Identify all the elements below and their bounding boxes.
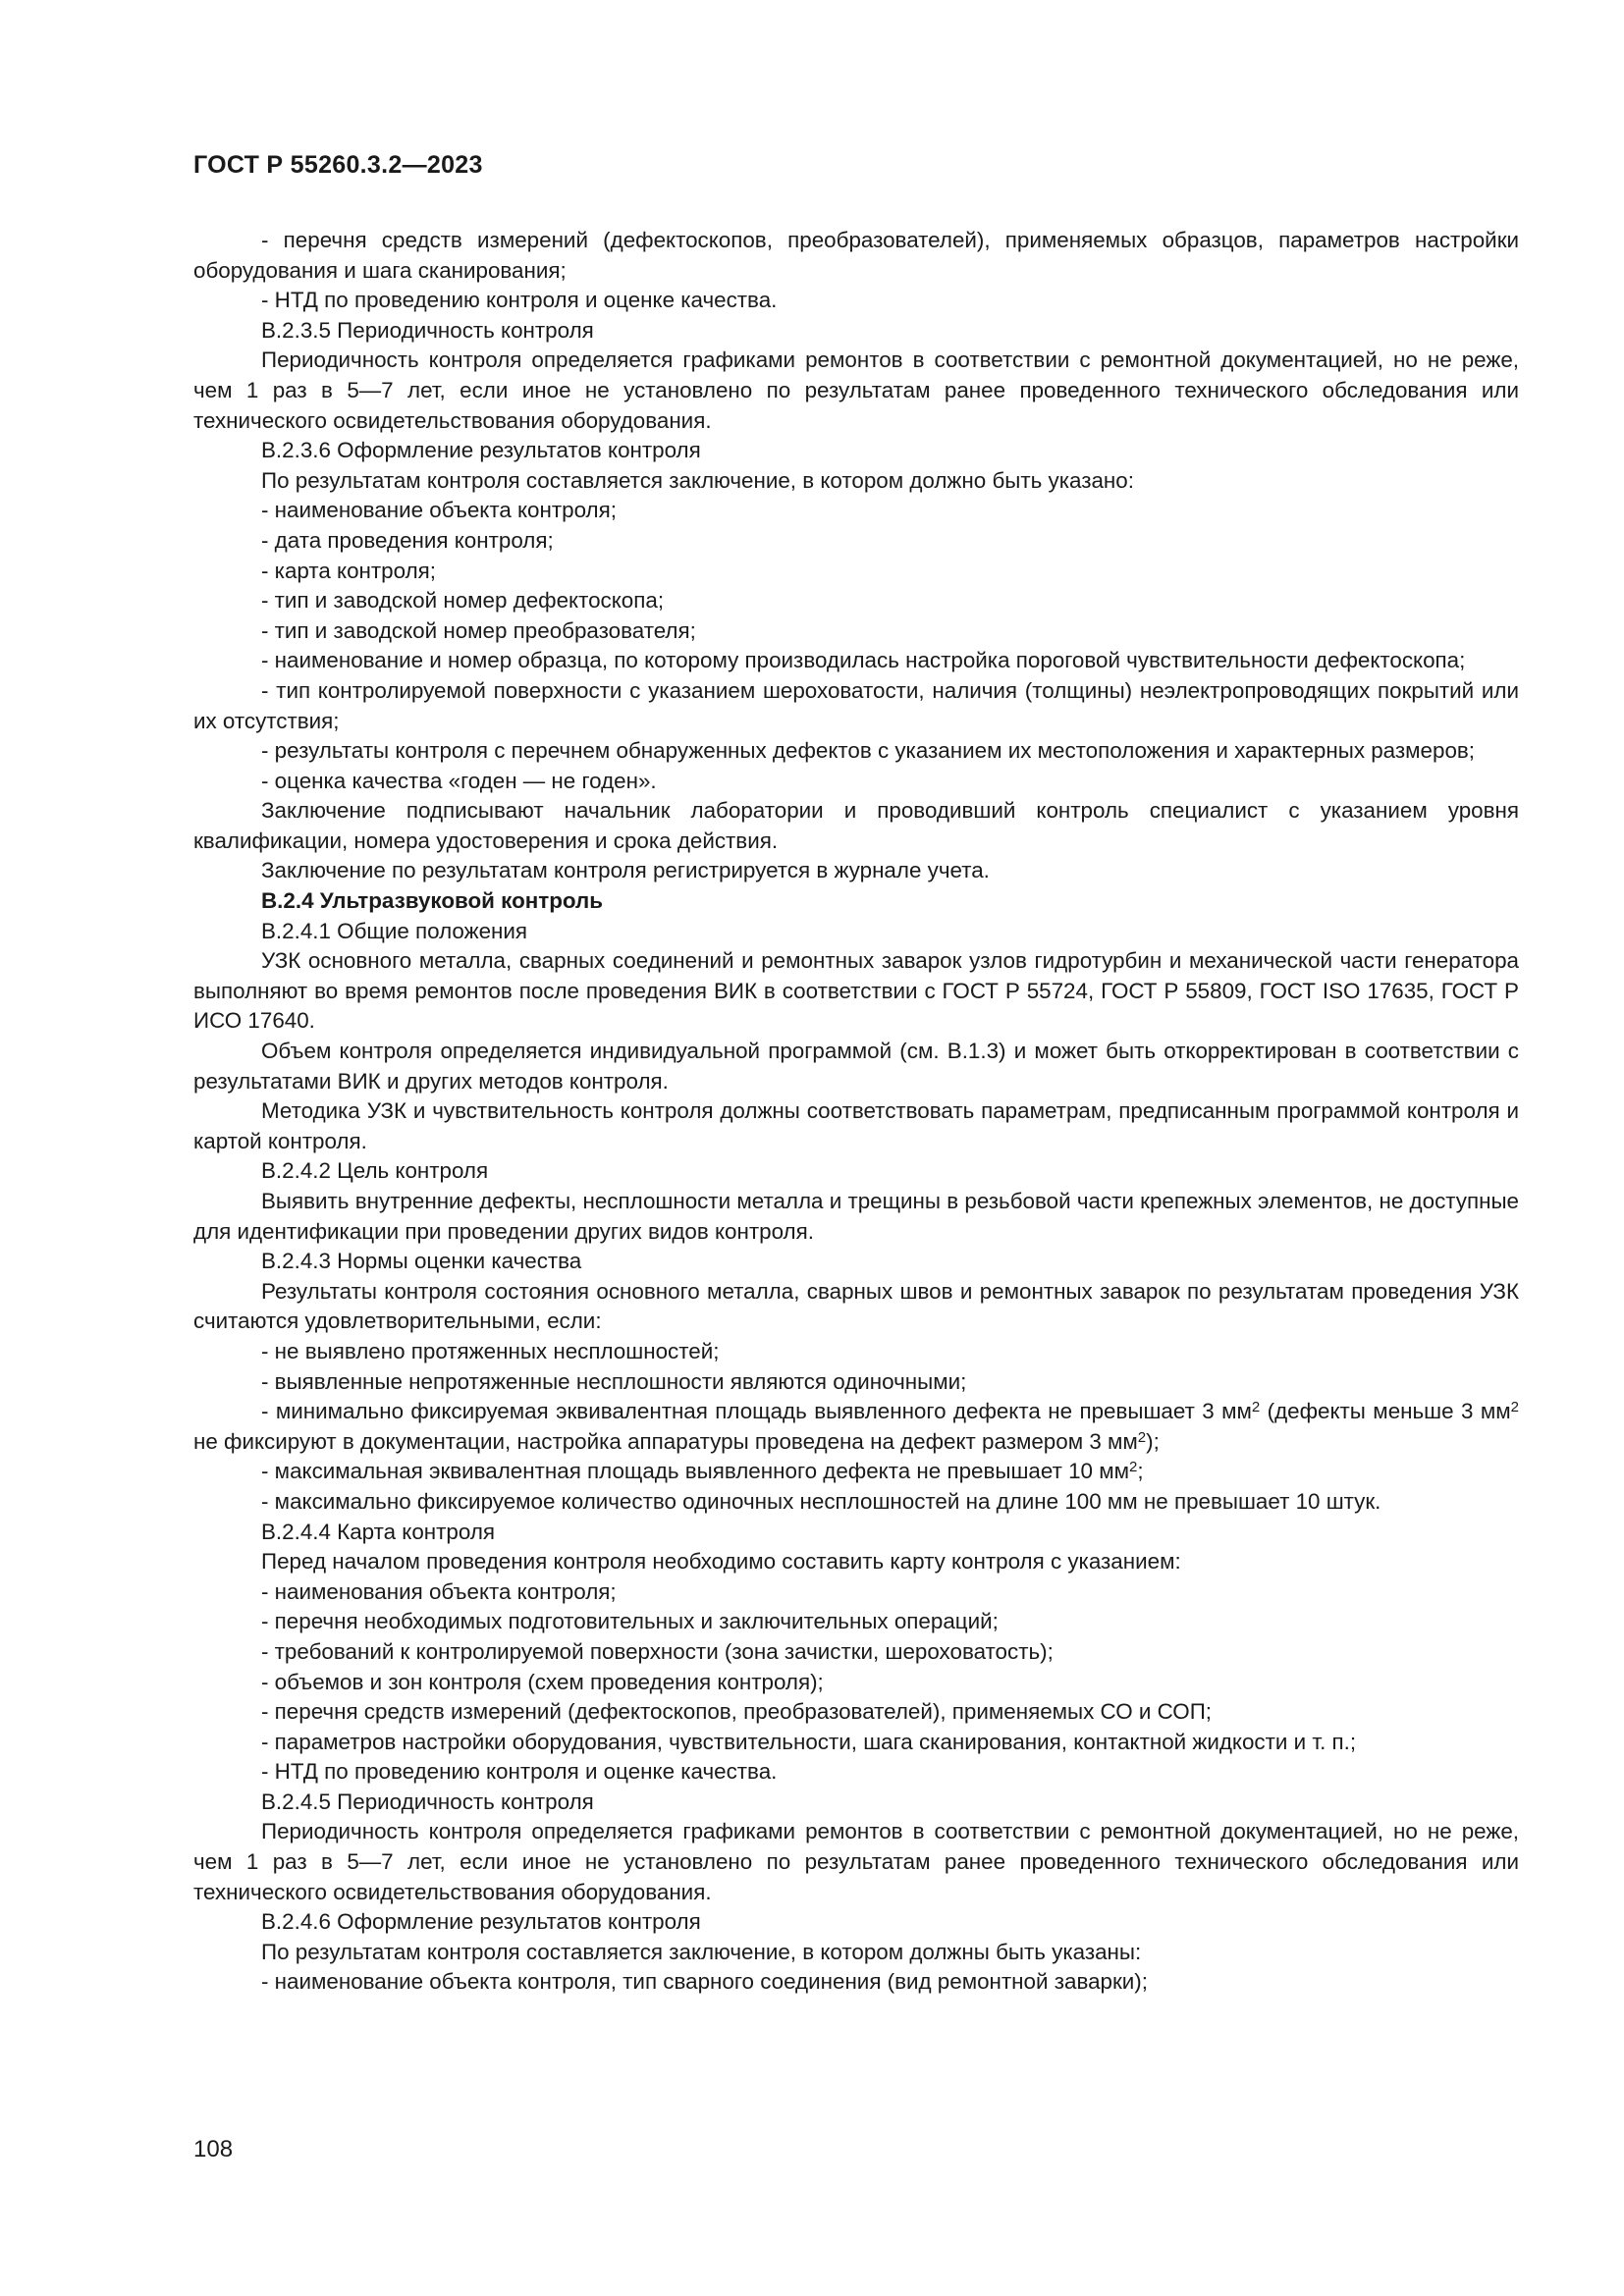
paragraph: - объемов и зон контроля (схем проведения контроля); bbox=[261, 1669, 824, 1694]
paragraph: - наименование объекта контроля, тип сварного соединения (вид ремонтной заварки); bbox=[261, 1969, 1148, 1995]
paragraph: УЗК основного металла, сварных соединений и ремонтных заварок узлов гидротурбин и механической части генератора выполняют во время ремонтов после проведения ВИК в соответствии с ГОСТ Р 55724, ГОСТ Р 55809, ГОСТ ISO 17635, ГОСТ Р ИСО 17640. bbox=[193, 948, 1519, 1034]
paragraph: Перед началом проведения контроля необходимо составить карту контроля с указанием: bbox=[261, 1549, 1181, 1575]
paragraph: - перечня необходимых подготовительных и заключительных операций; bbox=[261, 1609, 999, 1634]
paragraph: - оценка качества «годен — не годен». bbox=[261, 768, 657, 793]
paragraph: - выявленные непротяженные несплошности являются одиночными; bbox=[261, 1368, 967, 1394]
paragraph: В.2.4.6 Оформление результатов контроля bbox=[261, 1909, 701, 1935]
superscript: 2 bbox=[1128, 1459, 1138, 1476]
text-segment: - максимальная эквивалентная площадь выявленного дефекта не превышает 10 мм bbox=[261, 1459, 1129, 1484]
text-segment: - минимально фиксируемая эквивалентная площадь выявленного дефекта не превышает 3 мм bbox=[261, 1399, 1252, 1424]
paragraph: В.2.4.2 Цель контроля bbox=[261, 1158, 489, 1184]
paragraph: Заключение подписывают начальник лаборатории и проводивший контроль специалист с указанием уровня квалификации, номера удостоверения и срока действия. bbox=[193, 798, 1519, 853]
paragraph: В.2.3.6 Оформление результатов контроля bbox=[261, 438, 701, 463]
paragraph: - перечня средств измерений (дефектоскопов, преобразователей), применяемых образцов, параметров настройки оборудования и шага сканирования; bbox=[193, 228, 1519, 283]
paragraph: - тип контролируемой поверхности с указанием шероховатости, наличия (толщины) неэлектропроводящих покрытий или их отсутствия; bbox=[193, 677, 1519, 733]
document-body bbox=[193, 226, 1519, 1998]
superscript: 2 bbox=[1251, 1399, 1261, 1416]
text-segment: ); bbox=[1146, 1428, 1160, 1454]
paragraph: В.2.4.1 Общие положения bbox=[261, 918, 528, 943]
paragraph: В.2.4.3 Нормы оценки качества bbox=[261, 1249, 582, 1274]
page-number: 108 bbox=[193, 2136, 234, 2163]
paragraph: - наименование объекта контроля; bbox=[261, 498, 617, 523]
paragraph: - не выявлено протяженных несплошностей; bbox=[261, 1338, 720, 1363]
paragraph: - требований к контролируемой поверхности (зона зачистки, шероховатость); bbox=[261, 1638, 1054, 1664]
text-segment: (дефекты меньше 3 мм bbox=[1260, 1399, 1511, 1424]
paragraph: - перечня средств измерений (дефектоскопов, преобразователей), применяемых СО и СОП; bbox=[261, 1699, 1213, 1725]
paragraph: Периодичность контроля определяется графиками ремонтов в соответствии с ремонтной документацией, но не реже, чем 1 раз в 5—7 лет, если иное не установлено по результатам ранее проведенного технического обследования или технического освидетельствования оборудования. bbox=[193, 347, 1519, 433]
paragraph: - НТД по проведению контроля и оценке качества. bbox=[261, 1759, 778, 1785]
paragraph: Методика УЗК и чувствительность контроля должны соответствовать параметрам, предписанным программой контроля и картой контроля. bbox=[193, 1098, 1519, 1153]
paragraph: Результаты контроля состояния основного металла, сварных швов и ремонтных заварок по результатам проведения УЗК считаются удовлетворительными, если: bbox=[193, 1278, 1519, 1334]
paragraph: По результатам контроля составляется заключение, в котором должны быть указаны: bbox=[261, 1939, 1142, 1964]
paragraph: - карта контроля; bbox=[261, 558, 436, 583]
paragraph: - параметров настройки оборудования, чувствительности, шага сканирования, контактной жидкости и т. п.; bbox=[261, 1729, 1357, 1754]
paragraph: - наименования объекта контроля; bbox=[261, 1578, 617, 1604]
superscript: 2 bbox=[1137, 1428, 1147, 1446]
paragraph: - максимально фиксируемое количество одиночных несплошностей на длине 100 мм не превышает 10 штук. bbox=[261, 1488, 1381, 1514]
paragraph: Заключение по результатам контроля регистрируется в журнале учета. bbox=[261, 858, 990, 883]
section-heading: В.2.4 Ультразвуковой контроль bbox=[261, 888, 604, 914]
superscript: 2 bbox=[1510, 1399, 1519, 1416]
paragraph: - наименование и номер образца, по которому производилась настройка пороговой чувствительности дефектоскопа; bbox=[261, 648, 1466, 673]
text-segment: не фиксируют в документации, настройка аппаратуры проведена на дефект размером 3 мм bbox=[193, 1428, 1138, 1454]
paragraph: - дата проведения контроля; bbox=[261, 527, 554, 553]
paragraph: - тип и заводской номер дефектоскопа; bbox=[261, 588, 665, 614]
paragraph bbox=[193, 1397, 1519, 1457]
text-segment: ; bbox=[1137, 1459, 1144, 1484]
paragraph: Объем контроля определяется индивидуальной программой (см. В.1.3) и может быть откорректирован в соответствии с результатами ВИК и других методов контроля. bbox=[193, 1039, 1519, 1094]
paragraph: - результаты контроля с перечнем обнаруженных дефектов с указанием их местоположения и характерных размеров; bbox=[261, 738, 1476, 764]
document-header: ГОСТ Р 55260.3.2—2023 bbox=[193, 151, 483, 179]
paragraph: По результатам контроля составляется заключение, в котором должно быть указано: bbox=[261, 467, 1134, 493]
paragraph: Периодичность контроля определяется графиками ремонтов в соответствии с ремонтной документацией, но не реже, чем 1 раз в 5—7 лет, если иное не установлено по результатам ранее проведенного технического обследования или технического освидетельствования оборудования. bbox=[193, 1819, 1519, 1904]
paragraph: В.2.3.5 Периодичность контроля bbox=[261, 317, 594, 343]
paragraph: - НТД по проведению контроля и оценке качества. bbox=[261, 288, 778, 313]
paragraph: В.2.4.5 Периодичность контроля bbox=[261, 1789, 594, 1814]
paragraph bbox=[193, 1457, 1519, 1487]
paragraph: В.2.4.4 Карта контроля bbox=[261, 1519, 496, 1544]
paragraph: - тип и заводской номер преобразователя; bbox=[261, 617, 696, 643]
paragraph: Выявить внутренние дефекты, несплошности металла и трещины в резьбовой части крепежных элементов, не доступные для идентификации при проведении других видов контроля. bbox=[193, 1189, 1519, 1244]
